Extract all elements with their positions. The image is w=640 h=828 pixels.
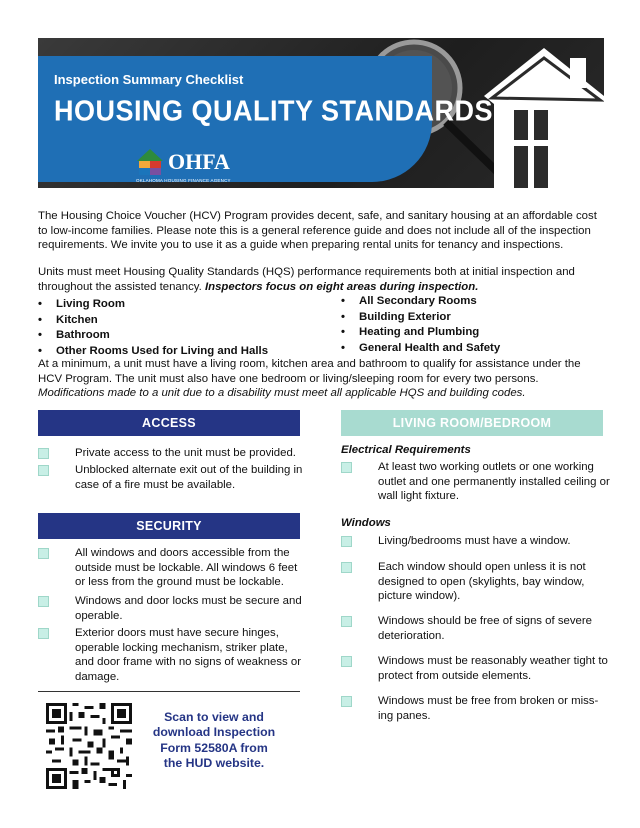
- page-title: HOUSING QUALITY STANDARDS: [54, 95, 494, 127]
- intro-paragraph: The Housing Choice Voucher (HCV) Program provides decent, safe, and sanitary housing at an affordable cost to low-income families. Please note this is a general reference guide and does not include all of the inspection requirements. We invite you to use it as a guide when preparing rental units for tenancy and inspections.: [38, 210, 597, 251]
- ohfa-logo: [136, 148, 231, 183]
- checkbox[interactable]: [38, 465, 49, 476]
- security-header: SECURITY: [38, 513, 300, 539]
- list-item: • All Secondary Rooms: [341, 294, 500, 310]
- qr-code[interactable]: [46, 703, 132, 789]
- checkbox[interactable]: [341, 536, 352, 547]
- checklist-item: [341, 614, 610, 643]
- list-item: • Bathroom: [38, 328, 268, 344]
- checkbox[interactable]: [38, 548, 49, 559]
- list-item: • Living Room: [38, 297, 268, 313]
- list-item: • Kitchen: [38, 313, 268, 329]
- checklist-item: [38, 463, 305, 492]
- checklist-item-text: Windows should be free of signs of severe deterioration.: [378, 615, 593, 642]
- header-kicker: Inspection Summary Checklist: [54, 72, 244, 87]
- list-item: • Building Exterior: [341, 310, 500, 326]
- checklist-item-text: Windows must be reasonably weather tight to protect from outside elements.: [378, 655, 608, 682]
- checklist-item-text: Unblocked alternate exit out of the building in case of a fire must be available.: [75, 464, 303, 491]
- access-header: ACCESS: [38, 410, 300, 436]
- list-item: • Other Rooms Used for Living and Halls: [38, 344, 268, 360]
- logo-subtitle: OKLAHOMA HOUSING FINANCE AGENCY: [136, 178, 231, 183]
- checklist-item: [341, 534, 610, 549]
- checklist-item-text: Windows must be free from broken or miss-ing panes.: [378, 695, 599, 722]
- hqs-paragraph-lead: Units must meet Housing Quality Standards (HQS) performance requirements both at initial inspection and throughout the assisted tenancy.: [38, 266, 575, 293]
- living-room-bedroom-header: LIVING ROOM/BEDROOM: [341, 410, 603, 436]
- checkbox[interactable]: [341, 656, 352, 667]
- checklist-item-text: At least two working outlets or one working outlet and one permanently installed ceiling or wall light fixture.: [378, 461, 610, 502]
- checklist-item-text: Living/bedrooms must have a window.: [378, 535, 571, 547]
- inspection-areas-right: [341, 294, 500, 356]
- checklist-item: [38, 594, 305, 623]
- checkbox[interactable]: [341, 562, 352, 573]
- checkbox[interactable]: [38, 628, 49, 639]
- list-item: • General Health and Safety: [341, 341, 500, 357]
- checklist-item-text: Each window should open unless it is not designed to open (skylights, bay window, picture window).: [378, 561, 586, 602]
- qr-caption: Scan to view and download Inspection Form 52580A from the HUD website.: [152, 710, 276, 770]
- hqs-paragraph: [38, 265, 604, 294]
- checklist-item: [38, 546, 305, 590]
- checklist-item-text: Exterior doors must have secure hinges, operable locking mechanism, striker plate, and door frame with no signs of weakness or damage.: [75, 627, 302, 683]
- checklist-item-text: All windows and doors accessible from the outside must be lockable. All windows 6 feet or less from the ground must be lockable.: [75, 547, 298, 588]
- checkbox[interactable]: [38, 596, 49, 607]
- header-banner: [38, 38, 604, 188]
- minimum-paragraph-lead: At a minimum, a unit must have a living room, kitchen area and bathroom to qualify for assistance under the HCV Program. The unit must also have one bedroom or living/sleeping room for every two persons.: [38, 358, 581, 385]
- divider: [38, 691, 300, 692]
- checklist-item: [38, 626, 305, 684]
- checkbox[interactable]: [38, 448, 49, 459]
- checklist-item: [38, 446, 305, 461]
- list-item: • Heating and Plumbing: [341, 325, 500, 341]
- checkbox[interactable]: [341, 696, 352, 707]
- windows-heading: Windows: [341, 517, 391, 529]
- inspection-areas-left: [38, 297, 268, 359]
- checklist-item: [341, 654, 610, 683]
- logo-name: OHFA: [168, 149, 230, 174]
- minimum-paragraph-emphasis: Modifications made to a unit due to a disability must meet all applicable HQS and building codes.: [38, 387, 526, 399]
- electrical-requirements-heading: Electrical Requirements: [341, 444, 471, 456]
- checklist-item: [341, 560, 610, 604]
- ohfa-house-icon: [136, 148, 164, 176]
- checklist-item: [341, 460, 610, 504]
- hqs-paragraph-emphasis: Inspectors focus on eight areas during inspection.: [204, 280, 479, 293]
- checklist-item: [341, 694, 610, 723]
- checkbox[interactable]: [341, 616, 352, 627]
- checkbox[interactable]: [341, 462, 352, 473]
- minimum-paragraph: [38, 357, 604, 401]
- checklist-item-text: Private access to the unit must be provided.: [75, 447, 296, 459]
- checklist-item-text: Windows and door locks must be secure and operable.: [75, 595, 302, 622]
